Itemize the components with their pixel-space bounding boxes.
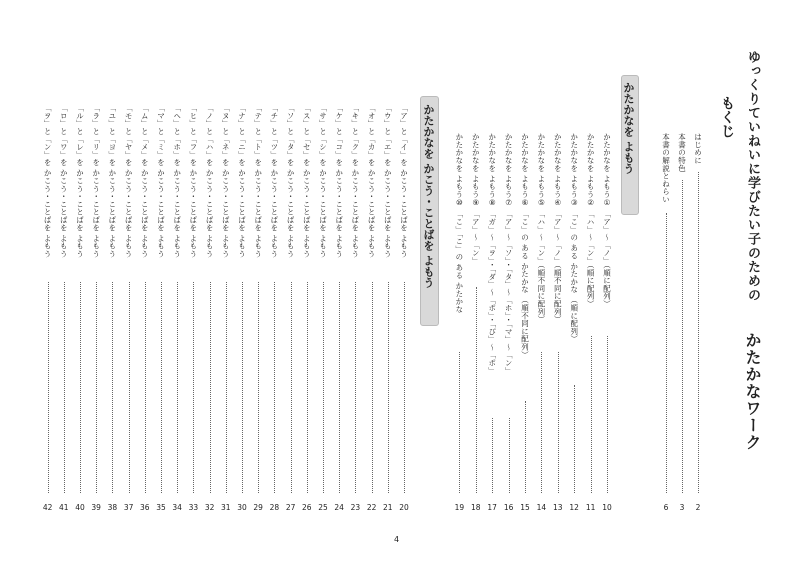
toc-entry-label: 「マ」と「ミ」を かこう・ことばを よもう: [156, 104, 166, 258]
toc-entry-label: 「ア」と「イ」を かこう・ことばを よもう: [399, 104, 409, 258]
toc-entry-page: 33: [188, 503, 199, 512]
toc-entry-label: 「モ」と「ヤ」を かこう・ことばを よもう: [124, 104, 134, 258]
toc-entry-page: 20: [399, 503, 409, 512]
toc-entry-page: 6: [663, 503, 669, 512]
toc-entry-page: 21: [383, 503, 393, 512]
toc-entry-label: かたかなを よもう④ 「ア」～「ノ」（順不同に配列）: [553, 133, 563, 324]
toc-entry-leader: [64, 282, 65, 493]
toc-entry-label: かたかなを よもう⑥ 「こ」の ある かたかな （順不同に配列）: [520, 133, 530, 359]
toc-entry-page: 30: [237, 503, 247, 512]
toc-entry-leader: [591, 336, 592, 493]
toc-entry-leader: [96, 282, 97, 493]
toc-entry-leader: [193, 282, 194, 493]
toc-entry-leader: [682, 180, 683, 493]
toc-entry-page: 26: [302, 503, 312, 512]
toc-entry-leader: [129, 282, 130, 493]
toc-entry-page: 16: [503, 503, 514, 512]
toc-entry-page: 31: [221, 503, 231, 512]
toc-entry-label: 「ヒ」と「フ」を かこう・ことばを よもう: [188, 104, 198, 258]
toc-entry-leader: [372, 282, 373, 493]
toc-entry-page: 34: [172, 503, 182, 512]
toc-entry-label: 「ノ」と「ハ」を かこう・ことばを よもう: [205, 104, 215, 258]
toc-entry-label: 「ソ」と「タ」を かこう・ことばを よもう: [286, 104, 296, 258]
toc-entry-leader: [210, 282, 211, 493]
toc-entry-label: 本書の解説とねらい: [661, 133, 671, 204]
toc-entry-page: 13: [553, 503, 563, 512]
toc-entry-page: 40: [75, 503, 85, 512]
toc-entry-leader: [666, 213, 667, 493]
toc-entry-label: 「ル」と「レ」を かこう・ことばを よもう: [75, 104, 85, 258]
toc-entry-label: 「ヌ」と「ネ」を かこう・ことばを よもう: [221, 104, 231, 258]
toc-entry-label: かたかなを よもう⑨ 「ア」～「ン」: [471, 133, 481, 265]
toc-entry-leader: [476, 287, 477, 493]
toc-entry-label: かたかなを よもう② 「ハ」～「ン」（順に配列）: [586, 133, 596, 308]
toc-entry-leader: [226, 282, 227, 493]
toc-entry-leader: [48, 282, 49, 493]
toc-entry-leader: [355, 282, 356, 493]
toc-entry-label: 「テ」と「ト」を かこう・ことばを よもう: [253, 104, 263, 258]
toc-entry-page: 15: [520, 503, 530, 512]
toc-entry-label: 「ヲ」と「ン」を かこう・ことばを よもう: [43, 104, 53, 258]
toc-entry-page: 32: [204, 503, 215, 512]
toc-entry-label: 「チ」と「ツ」を かこう・ことばを よもう: [269, 104, 279, 258]
toc-entry-label: 「ナ」と「ニ」を かこう・ことばを よもう: [237, 104, 247, 258]
toc-entry-label: 「キ」と「ク」を かこう・ことばを よもう: [350, 104, 360, 258]
toc-entry-leader: [112, 282, 113, 493]
toc-entry-page: 28: [269, 503, 280, 512]
toc-entry-page: 18: [471, 503, 481, 512]
toc-entry-leader: [574, 385, 575, 493]
contents-heading: もくじ: [719, 96, 735, 138]
toc-entry-label: かたかなを よもう⑩ 「こ」「こ」の ある かたかな: [454, 133, 464, 314]
toc-entry-page: 38: [107, 503, 118, 512]
toc-entry-page: 22: [366, 503, 377, 512]
toc-entry-leader: [698, 172, 699, 493]
toc-entry-page: 19: [454, 503, 465, 512]
toc-entry-leader: [404, 282, 405, 493]
toc-entry-page: 10: [602, 503, 612, 512]
toc-entry-page: 23: [350, 503, 361, 512]
toc-entry-leader: [242, 282, 243, 493]
toc-entry-leader: [339, 282, 340, 493]
toc-entry-page: 12: [569, 503, 579, 512]
toc-entry-leader: [177, 282, 178, 493]
toc-entry-label: かたかなを よもう⑦ 「ア」～「ソ」・「タ」～「ホ」・「マ」～「ン」: [504, 133, 514, 375]
toc-entry-page: 11: [585, 503, 596, 512]
toc-entry-label: 「ロ」と「ワ」を かこう・ことばを よもう: [59, 104, 69, 258]
title-main: かたかなワーク: [743, 331, 762, 451]
toc-entry-label: 「ラ」と「リ」を かこう・ことばを よもう: [91, 104, 101, 258]
toc-entry-page: 25: [318, 503, 328, 512]
toc-entry-label: 「ム」と「メ」を かこう・ことばを よもう: [140, 104, 150, 258]
toc-entry-label: かたかなを よもう① 「ア」～「ノ」（順に配列）: [602, 133, 612, 308]
toc-entry-page: 35: [156, 503, 166, 512]
toc-entry-leader: [323, 282, 324, 493]
toc-entry-page: 42: [42, 503, 53, 512]
toc-entry-page: 36: [140, 503, 150, 512]
toc-entry-leader: [492, 418, 493, 493]
section1-heading: かたかなを よもう: [622, 82, 635, 174]
toc-entry-leader: [80, 282, 81, 493]
title-subtitle: ゆっくりていねいに学びたい子のための: [745, 50, 760, 302]
toc-entry-page: 41: [59, 503, 69, 512]
toc-entry-leader: [307, 282, 308, 493]
toc-entry-label: はじめに: [693, 133, 703, 165]
toc-entry-page: 37: [123, 503, 134, 512]
toc-entry-leader: [388, 282, 389, 493]
toc-entry-page: 39: [91, 503, 101, 512]
page-number: 4: [394, 535, 400, 544]
toc-entry-page: 17: [487, 503, 497, 512]
toc-entry-page: 27: [285, 503, 296, 512]
toc-entry-page: 2: [695, 503, 701, 512]
toc-entry-leader: [291, 282, 292, 493]
document-title: [744, 50, 760, 451]
toc-entry-leader: [274, 282, 275, 493]
toc-entry-page: 3: [679, 503, 685, 512]
toc-entry-label: かたかなを よもう⑤ 「ハ」～「ン」（順不同に配列）: [536, 133, 546, 324]
toc-entry-leader: [161, 282, 162, 493]
toc-entry-label: 本書の特色: [677, 133, 687, 172]
toc-entry-leader: [541, 352, 542, 493]
toc-entry-label: 「ヘ」と「ホ」を かこう・ことばを よもう: [172, 104, 182, 258]
toc-entry-leader: [258, 282, 259, 493]
toc-entry-page: 24: [334, 503, 344, 512]
toc-entry-leader: [558, 352, 559, 493]
toc-entry-label: 「ス」と「セ」を かこう・ことばを よもう: [302, 104, 312, 258]
toc-entry-label: 「ユ」と「ヨ」を かこう・ことばを よもう: [107, 104, 117, 258]
toc-entry-label: 「ウ」と「エ」を かこう・ことばを よもう: [383, 104, 393, 258]
toc-entry-label: かたかなを よもう③ 「こ」の ある かたかな （順に配列）: [569, 133, 579, 343]
toc-entry-label: 「サ」と「シ」を かこう・ことばを よもう: [318, 104, 328, 258]
toc-entry-page: 29: [253, 503, 263, 512]
toc-entry-leader: [525, 401, 526, 493]
toc-entry-leader: [607, 336, 608, 493]
toc-entry-leader: [145, 282, 146, 493]
toc-entry-label: 「ケ」と「コ」を かこう・ことばを よもう: [334, 104, 344, 258]
toc-entry-leader: [459, 352, 460, 493]
toc-entry-leader: [509, 418, 510, 493]
toc-entry-page: 14: [536, 503, 547, 512]
toc-entry-label: 「オ」と「カ」を かこう・ことばを よもう: [367, 104, 377, 258]
section2-heading: かたかなを かこう・ことばを よもう: [422, 104, 435, 288]
toc-entry-label: かたかなを よもう⑧ 「ガ」～「ヲ」・「ダ」～「ポ」・「ぴ」～「ポ」: [487, 133, 497, 375]
